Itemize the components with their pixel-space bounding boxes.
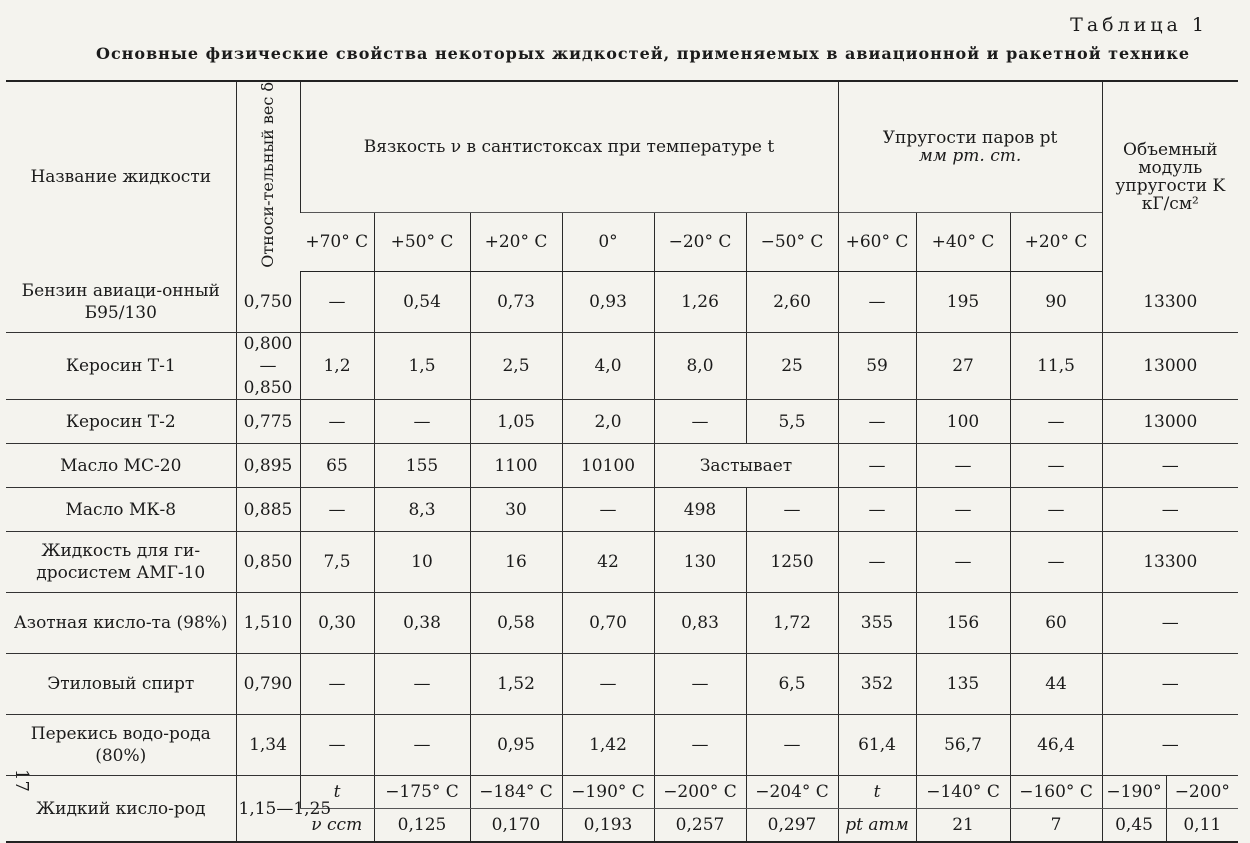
viscosity-cell: 0,70 [562,593,654,654]
viscosity-cell: 30 [470,488,562,532]
page-number: 17 [10,769,32,792]
vapor-cell: — [1010,532,1102,593]
header-density [236,81,300,272]
oxygen-visc-temp: −204° C [746,776,838,809]
oxygen-vap-temp: −200° [1166,776,1238,809]
viscosity-cell: — [374,400,470,444]
header-visc-temp: +70° C [300,213,374,272]
viscosity-cell: 0,83 [654,593,746,654]
oxygen-vap-p-label: pt атм [838,809,916,843]
viscosity-cell: 0,54 [374,272,470,333]
viscosity-cell: 498 [654,488,746,532]
viscosity-cell: 0,30 [300,593,374,654]
header-vapor-line1: Упругости паров pt [882,128,1058,149]
viscosity-cell: 65 [300,444,374,488]
viscosity-cell: 8,3 [374,488,470,532]
table-title: Основные физические свойства некоторых жидкостей, применяемых в авиационной и ракетной технике [96,44,1191,63]
viscosity-cell: 0,58 [470,593,562,654]
viscosity-cell: 4,0 [562,333,654,400]
density-cell: 1,15—1,25 [236,776,300,843]
header-visc-temp: +50° C [374,213,470,272]
modulus-cell: — [1102,593,1238,654]
header-vapor-temp: +60° C [838,213,916,272]
oxygen-vap-t-label: t [838,776,916,809]
viscosity-cell: 1,2 [300,333,374,400]
viscosity-cell: 0,38 [374,593,470,654]
table-row [6,593,1238,654]
oxygen-vap-temp: −160° C [1010,776,1102,809]
vapor-cell: 355 [838,593,916,654]
viscosity-cell: 1,5 [374,333,470,400]
viscosity-cell: 2,5 [470,333,562,400]
viscosity-cell: 1,26 [654,272,746,333]
modulus-cell: 13300 [1102,272,1238,333]
vapor-cell: 90 [1010,272,1102,333]
liquid-name: Керосин Т-1 [6,333,236,400]
vapor-cell: — [1010,488,1102,532]
vapor-cell: 195 [916,272,1010,333]
oxygen-vap-value: 21 [916,809,1010,843]
viscosity-cell: — [562,488,654,532]
table-row [6,715,1238,776]
vapor-cell: — [916,532,1010,593]
table-row [6,444,1238,488]
vapor-cell: — [838,488,916,532]
table-number: Таблица 1 [1070,14,1208,36]
solidifies-note: Застывает [654,444,838,488]
viscosity-cell: 5,5 [746,400,838,444]
oxygen-visc-value: 0,125 [374,809,470,843]
oxygen-visc-temp: −184° C [470,776,562,809]
viscosity-cell: 0,95 [470,715,562,776]
vapor-cell: 61,4 [838,715,916,776]
density-cell: 0,895 [236,444,300,488]
density-cell: 1,34 [236,715,300,776]
viscosity-cell: 7,5 [300,532,374,593]
header-visc-temp: −20° C [654,213,746,272]
liquid-name: Керосин Т-2 [6,400,236,444]
header-visc-temp: +20° C [470,213,562,272]
vapor-cell: 46,4 [1010,715,1102,776]
viscosity-cell: 130 [654,532,746,593]
properties-table [6,80,1238,843]
viscosity-cell: 42 [562,532,654,593]
viscosity-cell: 1,52 [470,654,562,715]
oxygen-vap-value: 0,11 [1166,809,1238,843]
table-row [6,333,1238,400]
header-vapor-group [838,81,1102,213]
vapor-cell: 352 [838,654,916,715]
viscosity-cell: — [562,654,654,715]
vapor-cell: 11,5 [1010,333,1102,400]
viscosity-cell: 1,05 [470,400,562,444]
liquid-name: Азотная кисло-та (98%) [6,593,236,654]
viscosity-cell: — [300,654,374,715]
modulus-cell: — [1102,488,1238,532]
viscosity-cell: 16 [470,532,562,593]
viscosity-cell: — [374,654,470,715]
vapor-cell: — [916,488,1010,532]
vapor-cell: 59 [838,333,916,400]
viscosity-cell: 2,60 [746,272,838,333]
density-cell: 0,790 [236,654,300,715]
liquid-name: Перекись водо-рода (80%) [6,715,236,776]
oxygen-visc-value: 0,170 [470,809,562,843]
viscosity-cell: 10 [374,532,470,593]
viscosity-cell: 0,93 [562,272,654,333]
vapor-cell: — [838,272,916,333]
header-modulus: Объемный модуль упругости K кГ/см² [1102,81,1238,272]
header-name: Название жидкости [6,81,236,272]
modulus-cell: — [1102,715,1238,776]
modulus-cell: — [1102,444,1238,488]
vapor-cell: — [838,400,916,444]
viscosity-cell: 155 [374,444,470,488]
oxygen-visc-t-label: t [300,776,374,809]
density-cell: 0,800—0,850 [236,333,300,400]
viscosity-cell: — [300,400,374,444]
vapor-cell: 100 [916,400,1010,444]
header-viscosity-group: Вязкость ν в сантистоксах при температуре t [300,81,838,213]
density-cell: 1,510 [236,593,300,654]
vapor-cell: 27 [916,333,1010,400]
table-row [6,654,1238,715]
oxygen-visc-v-label: ν ссm [300,809,374,843]
density-cell: 0,775 [236,400,300,444]
viscosity-cell: — [300,488,374,532]
density-cell: 0,885 [236,488,300,532]
vapor-cell: 135 [916,654,1010,715]
header-visc-temp: −50° C [746,213,838,272]
oxygen-visc-temp: −175° C [374,776,470,809]
vapor-cell: 60 [1010,593,1102,654]
header-visc-temp: 0° [562,213,654,272]
liquid-name: Этиловый спирт [6,654,236,715]
oxygen-visc-temp: −200° C [654,776,746,809]
viscosity-cell: 25 [746,333,838,400]
viscosity-cell: — [746,715,838,776]
oxygen-vap-value: 7 [1010,809,1102,843]
viscosity-cell: 10100 [562,444,654,488]
vapor-cell: — [838,532,916,593]
header-vapor-temp: +40° C [916,213,1010,272]
table-row [6,532,1238,593]
viscosity-cell: — [654,400,746,444]
oxygen-visc-value: 0,193 [562,809,654,843]
viscosity-cell: 8,0 [654,333,746,400]
table-row [6,488,1238,532]
modulus-cell: 13000 [1102,400,1238,444]
viscosity-cell: 1250 [746,532,838,593]
viscosity-cell: 6,5 [746,654,838,715]
modulus-cell: — [1102,654,1238,715]
viscosity-cell: — [654,715,746,776]
vapor-cell: — [838,444,916,488]
header-vapor-temp: +20° C [1010,213,1102,272]
viscosity-cell: 1100 [470,444,562,488]
oxygen-row-temperatures [6,776,1238,809]
oxygen-vap-temp: −140° C [916,776,1010,809]
table-row [6,400,1238,444]
viscosity-cell: — [374,715,470,776]
liquid-name: Масло МК-8 [6,488,236,532]
modulus-cell: 13000 [1102,333,1238,400]
liquid-name: Бензин авиаци-онный Б95/130 [6,272,236,333]
vapor-cell: 156 [916,593,1010,654]
vapor-cell: — [1010,400,1102,444]
vapor-cell: 44 [1010,654,1102,715]
density-cell: 0,750 [236,272,300,333]
vapor-cell: — [1010,444,1102,488]
table-row [6,272,1238,333]
vapor-cell: 56,7 [916,715,1010,776]
oxygen-visc-value: 0,297 [746,809,838,843]
oxygen-visc-value: 0,257 [654,809,746,843]
header-vapor-line2: мм рт. ст. [918,146,1022,167]
vapor-cell: — [916,444,1010,488]
oxygen-vap-value: 0,45 [1102,809,1166,843]
viscosity-cell: — [300,272,374,333]
viscosity-cell: — [746,488,838,532]
viscosity-cell: 1,42 [562,715,654,776]
viscosity-cell: — [654,654,746,715]
liquid-name: Масло МС-20 [6,444,236,488]
viscosity-cell: 0,73 [470,272,562,333]
liquid-name: Жидкий кисло-род [6,776,236,843]
density-cell: 0,850 [236,532,300,593]
viscosity-cell: 1,72 [746,593,838,654]
viscosity-cell: 2,0 [562,400,654,444]
oxygen-visc-temp: −190° C [562,776,654,809]
header-density-text: Относи-тельный вес δ [258,82,277,268]
oxygen-vap-temp: −190° [1102,776,1166,809]
modulus-cell: 13300 [1102,532,1238,593]
liquid-name: Жидкость для ги-дросистем АМГ-10 [6,532,236,593]
viscosity-cell: — [300,715,374,776]
